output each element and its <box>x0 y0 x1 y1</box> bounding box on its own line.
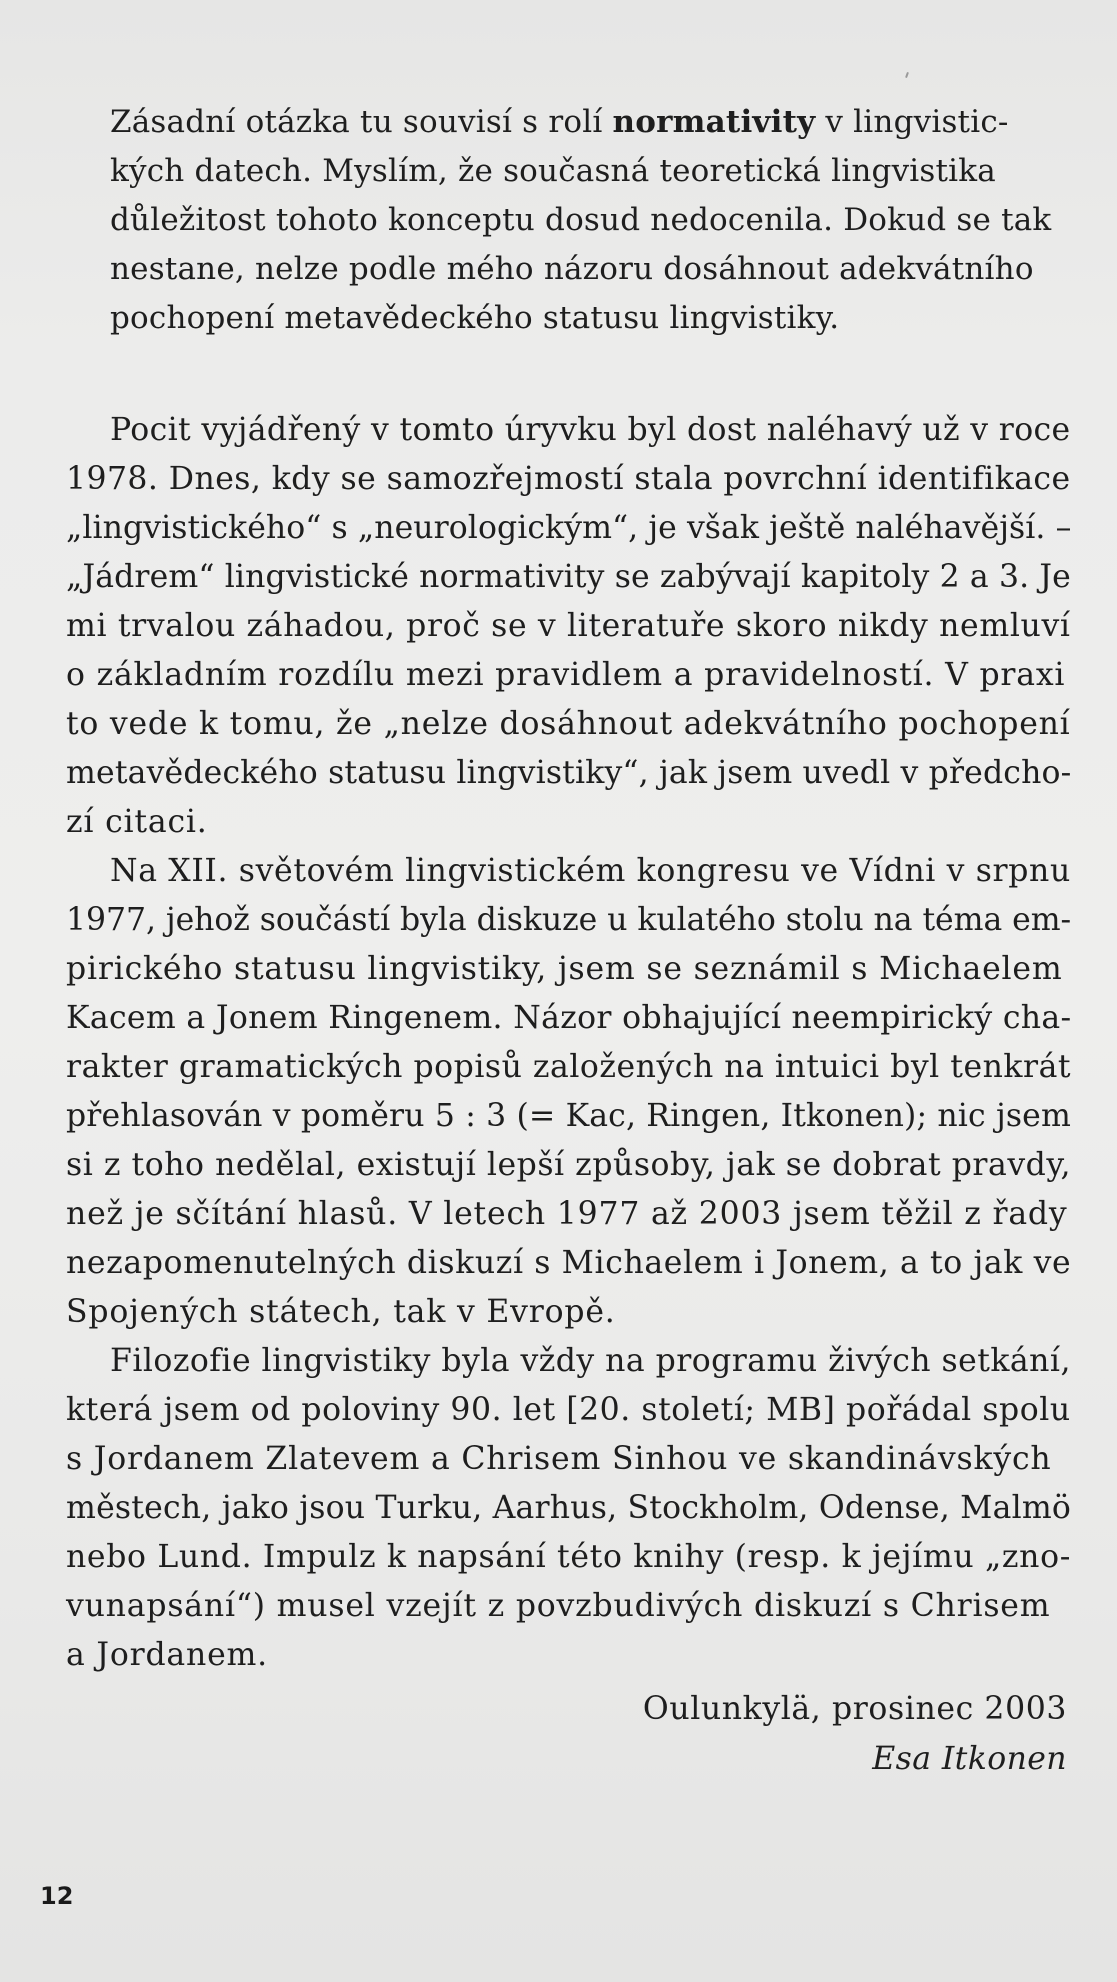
body-line: Kacem a Jonem Ringenem. Názor obhajující neempirický cha- <box>66 1000 1072 1036</box>
quote-line <box>110 98 1070 147</box>
body-line: městech, jako jsou Turku, Aarhus, Stockholm, Odense, Malmö <box>66 1490 1072 1526</box>
body-line: pirického statusu lingvistiky, jsem se seznámil s Michaelem <box>66 951 1063 987</box>
body-line: o základním rozdílu mezi pravidlem a pravidelností. V praxi <box>66 657 1066 693</box>
body-line: metavědeckého statusu lingvistiky“, jak jsem uvedl v předcho- <box>66 755 1072 791</box>
body-line: mi trvalou záhadou, proč se v literatuře skoro nikdy nemluví <box>66 608 1071 644</box>
body-line: nebo Lund. Impulz k napsání této knihy (resp. k jejímu „zno- <box>66 1539 1072 1575</box>
paragraph-first-line: Na XII. světovém lingvistickém kongresu ve Vídni v srpnu <box>110 853 1071 889</box>
place-and-date: Oulunkylä, prosinec 2003 <box>642 1691 1067 1727</box>
block-quote <box>110 98 1070 343</box>
body-text <box>66 406 1071 1680</box>
body-line: nezapomenutelných diskuzí s Michaelem i Jonem, a to jak ve <box>66 1245 1072 1281</box>
body-line: vunapsání“) musel vzejít z povzbudivých diskuzí s Chrisem <box>66 1588 1051 1624</box>
quote-text: Zásadní otázka tu souvisí s rolí <box>110 104 613 140</box>
body-line: to vede k tomu, že „nelze dosáhnout adekvátního pochopení <box>66 706 1071 742</box>
body-line: přehlasován v poměru 5 : 3 (= Kac, Ringen, Itkonen); nic jsem <box>66 1098 1071 1134</box>
body-line: s Jordanem Zlatevem a Chrisem Sinhou ve skandinávských <box>66 1441 1052 1477</box>
author-name: Esa Itkonen <box>872 1741 1067 1777</box>
body-line: rakter gramatických popisů založených na intuici byl tenkrát <box>66 1049 1072 1085</box>
quote-emphasis: normativity <box>612 104 816 140</box>
body-line: si z toho nedělal, existují lepší způsoby, jak se dobrat pravdy, <box>66 1147 1072 1183</box>
paper-speck <box>905 72 909 78</box>
body-line: a Jordanem. <box>66 1637 268 1673</box>
quote-line: pochopení metavědeckého statusu lingvistiky. <box>110 300 840 336</box>
body-line: Spojených státech, tak v Evropě. <box>66 1294 616 1330</box>
body-line: než je sčítání hlasů. V letech 1977 až 2003 jsem těžil z řady <box>66 1196 1068 1232</box>
signature-block <box>643 1684 1067 1784</box>
body-line: která jsem od poloviny 90. let [20. století; MB] pořádal spolu <box>66 1392 1071 1428</box>
quote-line: kých datech. Myslím, že současná teoretická lingvistika <box>110 153 996 189</box>
body-line: zí citaci. <box>66 804 208 840</box>
paragraph-first-line: Filozofie lingvistiky byla vždy na programu živých setkání, <box>110 1343 1071 1379</box>
body-line: „lingvistického“ s „neurologickým“, je však ještě naléhavější. – <box>66 510 1072 546</box>
paragraph-first-line: Pocit vyjádřený v tomto úryvku byl dost naléhavý už v roce <box>110 412 1071 448</box>
body-line: „Jádrem“ lingvistické normativity se zabývají kapitoly 2 a 3. Je <box>66 559 1071 595</box>
quote-text: v lingvistic- <box>815 104 1009 140</box>
body-line: 1977, jehož součástí byla diskuze u kulatého stolu na téma em- <box>66 902 1072 938</box>
body-line: 1978. Dnes, kdy se samozřejmostí stala povrchní identifikace <box>66 461 1071 497</box>
quote-line: důležitost tohoto konceptu dosud nedocenila. Dokud se tak <box>110 202 1052 238</box>
quote-line: nestane, nelze podle mého názoru dosáhnout adekvátního <box>110 251 1034 287</box>
page-number: 12 <box>40 1882 74 1910</box>
